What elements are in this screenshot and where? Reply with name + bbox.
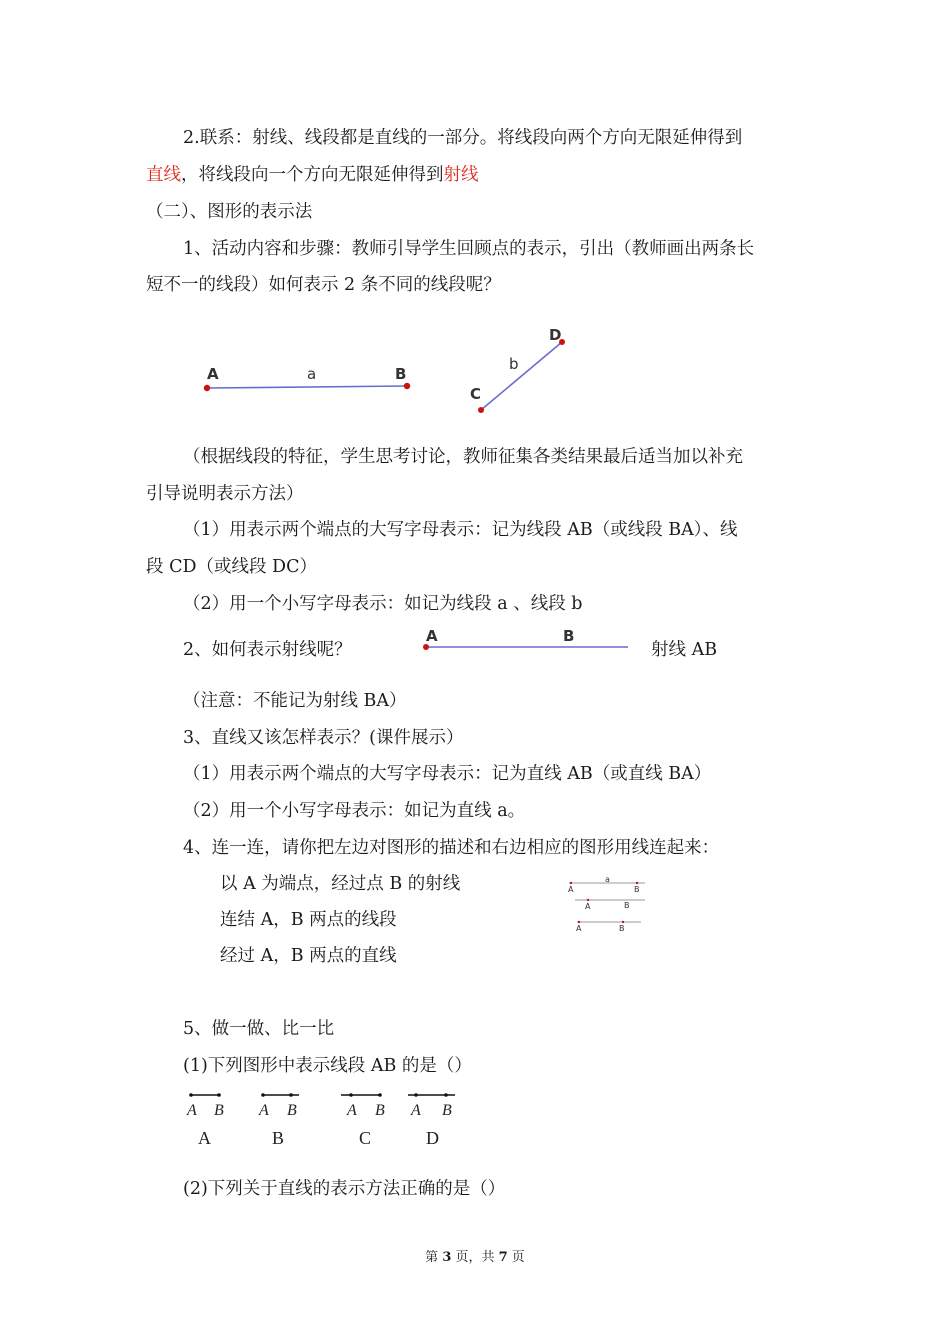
label-c: C xyxy=(470,385,482,403)
choice-c-pt-a: A xyxy=(347,1102,357,1119)
match-r3-b: B xyxy=(619,924,625,933)
choice-c-pt-b: B xyxy=(375,1102,385,1119)
highlight-ray: 射线 xyxy=(443,165,479,185)
choice-a-label: A xyxy=(198,1128,211,1148)
choice-c-label: C xyxy=(359,1128,372,1148)
match-item-segment: 连结 A，B 两点的线段 xyxy=(220,910,397,930)
ray-label-b: B xyxy=(563,627,575,645)
footer-text: 页 xyxy=(507,1250,525,1265)
choice-d-pt-b: B xyxy=(442,1102,452,1119)
label-a: A xyxy=(207,365,219,383)
point-a xyxy=(204,385,210,391)
choice-b-label: B xyxy=(272,1128,285,1148)
label-seg-a: a xyxy=(307,365,317,383)
paragraph-line-method-1: （1）用表示两个端点的大写字母表示：记为直线 AB（或直线 BA） xyxy=(183,764,712,784)
match-r1-a: A xyxy=(568,885,574,894)
page-footer xyxy=(0,1246,950,1265)
match-r1-m: a xyxy=(605,875,610,884)
footer-text: 页，共 xyxy=(451,1250,499,1265)
match-r1-b: B xyxy=(634,885,640,894)
label-b: B xyxy=(395,365,407,383)
paragraph-discussion: （根据线段的特征，学生思考讨论，教师征集各类结果最后适当加以补充 xyxy=(183,447,743,467)
highlight-line: 直线 xyxy=(146,165,181,185)
label-d: D xyxy=(549,326,562,344)
paragraph-connection-cont xyxy=(146,163,479,187)
match-r2-a: A xyxy=(585,902,591,911)
match-item-line: 经过 A，B 两点的直线 xyxy=(220,946,397,966)
paragraph-activity: 1、活动内容和步骤：教师引导学生回顾点的表示，引出（教师画出两条长 xyxy=(183,239,755,259)
paragraph-method-2: （2）用一个小写字母表示：如记为线段 a 、线段 b xyxy=(183,594,583,614)
choice-b-pt-b: B xyxy=(287,1102,297,1119)
paragraph-exercise-2: (2)下列关于直线的表示方法正确的是（） xyxy=(183,1179,506,1199)
ray-question: 2、如何表示射线呢？ xyxy=(183,640,352,660)
paragraph-method-1-cont: 段 CD（或线段 DC） xyxy=(146,557,317,577)
paragraph-discussion-cont: 引导说明表示方法） xyxy=(146,484,304,504)
footer-text: 第 xyxy=(425,1250,443,1265)
point-c xyxy=(478,407,484,413)
match-figure xyxy=(565,874,655,934)
choice-c xyxy=(341,1093,385,1148)
ray-answer: 射线 AB xyxy=(651,640,718,660)
choice-d-label: D xyxy=(426,1128,439,1148)
match-r3-a: A xyxy=(576,924,582,933)
ray-figure xyxy=(418,624,648,664)
choice-a xyxy=(186,1093,224,1148)
paragraph-note: （注意：不能记为射线 BA） xyxy=(183,691,407,711)
choice-b-pt-a: A xyxy=(259,1102,269,1119)
text: 2.联系：射线、线段都是直线的一部分。将线段向两个方向无限延伸得到 xyxy=(183,128,743,148)
label-seg-b: b xyxy=(509,355,519,373)
text: ，将线段向一个方向无限延伸得到 xyxy=(181,165,444,185)
section-heading: （二）、图形的表示法 xyxy=(146,202,313,222)
paragraph-method-1: （1）用表示两个端点的大写字母表示：记为线段 AB（或线段 BA）、线 xyxy=(183,520,738,540)
paragraph-match-instruction: 4、连一连，请你把左边对图形的描述和右边相应的图形用线连起来： xyxy=(183,838,720,858)
segment-figure xyxy=(195,322,595,422)
paragraph-line-method-2: （2）用一个小写字母表示：如记为直线 a。 xyxy=(183,801,526,821)
choice-b xyxy=(258,1093,299,1148)
choice-a-pt-b: B xyxy=(214,1102,224,1119)
paragraph-exercise-heading: 5、做一做、比一比 xyxy=(183,1019,335,1039)
choice-d-pt-a: A xyxy=(411,1102,421,1119)
match-item-ray: 以 A 为端点，经过点 B 的射线 xyxy=(220,874,461,894)
ray-label-a: A xyxy=(426,627,438,645)
footer-total-pages: 7 xyxy=(498,1250,508,1265)
point-b xyxy=(404,383,410,389)
paragraph-line-question: 3、直线又该怎样表示？(课件展示） xyxy=(183,728,464,748)
match-r2-b: B xyxy=(624,901,630,910)
choice-d xyxy=(408,1093,455,1148)
choices-figure xyxy=(183,1086,483,1146)
paragraph-connection xyxy=(183,126,742,150)
paragraph-exercise-1: (1)下列图形中表示线段 AB 的是（） xyxy=(183,1056,472,1076)
footer-page-number: 3 xyxy=(442,1250,452,1265)
paragraph-activity-cont: 短不一的线段）如何表示 2 条不同的线段呢？ xyxy=(146,275,501,295)
choice-a-pt-a: A xyxy=(187,1102,197,1119)
